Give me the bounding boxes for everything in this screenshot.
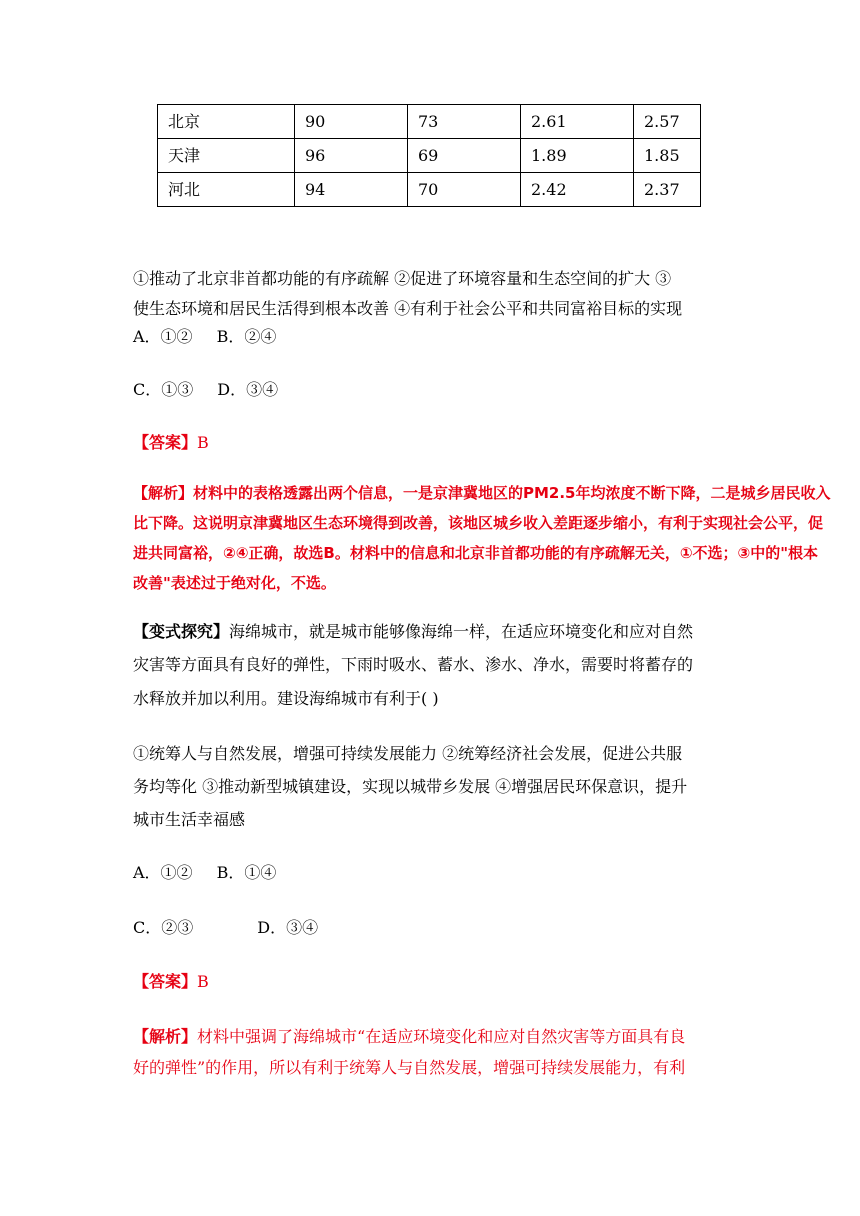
q2-option-a: A．①② (133, 863, 193, 882)
q1-answer-tag: 【答案】 (133, 433, 198, 452)
table-cell: 90 (295, 105, 408, 139)
table-cell: 2.57 (634, 105, 701, 139)
table-cell: 北京 (158, 105, 295, 139)
q2-answer-value: B (197, 972, 209, 991)
q2-tag: 【变式探究】 (133, 622, 230, 641)
q1-explanation-line-2: 比下降。这说明京津冀地区生态环境得到改善，该地区城乡收入差距逐步缩小，有利于实现社会公平，促 (133, 514, 824, 532)
q2-stem-line-2: 灾害等方面具有良好的弹性，下雨时吸水、蓄水、渗水、净水，需要时将蓄存的 (133, 655, 694, 674)
q2-explanation-line-1 (133, 1022, 685, 1052)
table-cell: 1.89 (521, 139, 634, 173)
table-cell: 2.42 (521, 173, 634, 207)
q2-stem-line-1 (133, 617, 693, 647)
q2-option-c: C．②③ (133, 918, 194, 937)
q2-stem-text-1: 海绵城市，就是城市能够像海绵一样，在适应环境变化和应对自然 (229, 622, 694, 641)
q2-options-row-1 (133, 858, 276, 888)
table-cell: 2.37 (634, 173, 701, 207)
q2-explanation-tag: 【解析】 (133, 1027, 198, 1046)
q1-option-c: C．①③ (133, 380, 194, 399)
table-cell: 天津 (158, 139, 295, 173)
q2-option-b: B．①④ (216, 863, 277, 882)
q2-option-d: D．③④ (257, 918, 319, 937)
q1-answer (133, 428, 209, 458)
q1-explanation-line-4: 改善"表述过于绝对化，不选。 (133, 574, 336, 592)
table-cell: 1.85 (634, 139, 701, 173)
q2-options-row-2 (133, 913, 318, 943)
q2-statement-line-1: ①统筹人与自然发展，增强可持续发展能力 ②统筹经济社会发展，促进公共服 (133, 744, 683, 763)
q1-explanation-line-1: 【解析】材料中的表格透露出两个信息，一是京津冀地区的PM2.5年均浓度不断下降，二是城乡居民收入 (133, 484, 831, 502)
q2-statement-line-3: 城市生活幸福感 (133, 810, 246, 829)
q2-answer (133, 967, 209, 997)
q1-option-b: B．②④ (216, 327, 277, 346)
q1-options-row-1 (133, 322, 276, 352)
q1-options-row-2 (133, 375, 278, 405)
q1-statement-line-1: ①推动了北京非首都功能的有序疏解 ②促进了环境容量和生态空间的扩大 ③ (133, 269, 672, 288)
table-cell: 94 (295, 173, 408, 207)
q2-answer-tag: 【答案】 (133, 972, 198, 991)
table-cell: 73 (408, 105, 521, 139)
q2-stem-line-3: 水释放并加以利用。建设海绵城市有利于( ) (133, 689, 439, 708)
table-row (158, 105, 701, 139)
q1-answer-value: B (197, 433, 209, 452)
table-row (158, 139, 701, 173)
table-cell: 69 (408, 139, 521, 173)
q1-option-d: D．③④ (217, 380, 279, 399)
table-cell: 96 (295, 139, 408, 173)
table-cell: 河北 (158, 173, 295, 207)
q1-explanation (133, 478, 853, 598)
data-table (157, 104, 701, 207)
table-cell: 2.61 (521, 105, 634, 139)
table-row (158, 173, 701, 207)
table-cell: 70 (408, 173, 521, 207)
q2-explanation-line-2: 好的弹性”的作用，所以有利于统筹人与自然发展，增强可持续发展能力，有利 (133, 1058, 686, 1077)
q1-statement-line-2: 使生态环境和居民生活得到根本改善 ④有利于社会公平和共同富裕目标的实现 (133, 299, 683, 318)
q1-option-a: A．①② (133, 327, 193, 346)
q1-explanation-line-3: 进共同富裕，②④正确，故选B。材料中的信息和北京非首都功能的有序疏解无关，①不选；③中的"根本 (133, 544, 819, 562)
q2-explanation-text-1: 材料中强调了海绵城市“在适应环境变化和应对自然灾害等方面具有良 (197, 1027, 686, 1046)
q2-statement-line-2: 务均等化 ③推动新型城镇建设，实现以城带乡发展 ④增强居民环保意识，提升 (133, 777, 688, 796)
